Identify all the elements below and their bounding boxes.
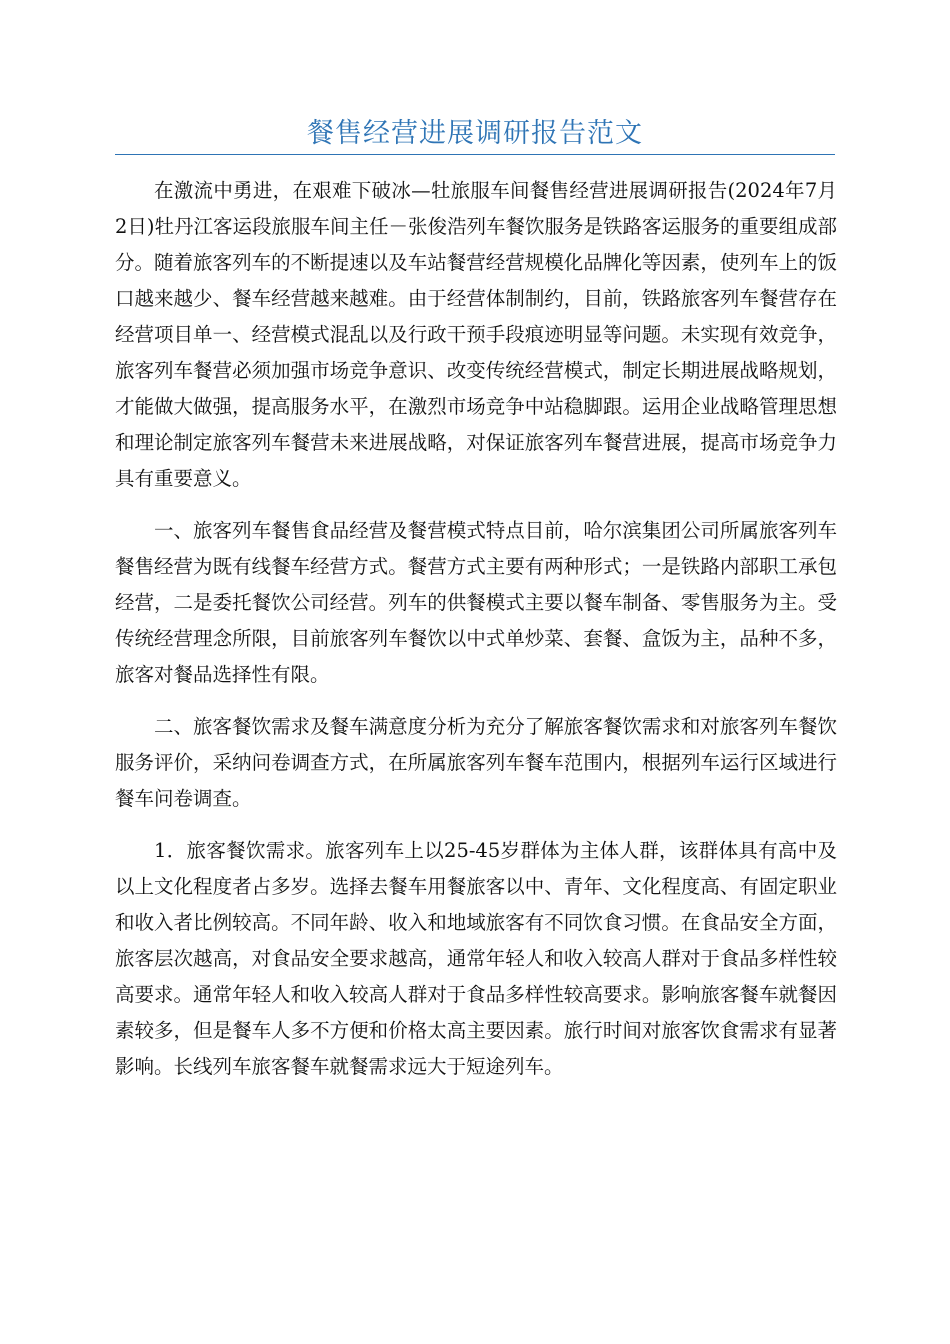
paragraph-section-1: 一、旅客列车餐售食品经营及餐营模式特点目前，哈尔滨集团公司所属旅客列车餐售经营为既有线餐车经营方式。餐营方式主要有两种形式；一是铁路内部职工承包经营，二是委托餐饮公司经营。列车的供餐模式主要以餐车制备、零售服务为主。受传统经营理念所限，目前旅客列车餐饮以中式单炒菜、套餐、盒饭为主，品种不多，旅客对餐品选择性有限。 [115, 519, 837, 686]
paragraph-section-2: 二、旅客餐饮需求及餐车满意度分析为充分了解旅客餐饮需求和对旅客列车餐饮服务评价，采纳问卷调查方式，在所属旅客列车餐车范围内，根据列车运行区域进行餐车问卷调查。 [115, 715, 837, 810]
title-underline [115, 154, 835, 155]
document-body [115, 173, 837, 1101]
document-title: 餐售经营进展调研报告范文 [307, 118, 643, 149]
paragraph-intro: 在激流中勇进，在艰难下破冰—牡旅服车间餐售经营进展调研报告(2024年7月2日)牡丹江客运段旅服车间主任－张俊浩列车餐饮服务是铁路客运服务的重要组成部分。随着旅客列车的不断提速以及车站餐营经营规模化品牌化等因素，使列车上的饭口越来越少、餐车经营越来越难。由于经营体制制约，目前，铁路旅客列车餐营存在经营项目单一、经营模式混乱以及行政干预手段痕迹明显等问题。未实现有效竞争，旅客列车餐营必须加强市场竞争意识、改变传统经营模式，制定长期进展战略规划，才能做大做强，提高服务水平，在激烈市场竞争中站稳脚跟。运用企业战略管理思想和理论制定旅客列车餐营未来进展战略，对保证旅客列车餐营进展，提高市场竞争力具有重要意义。 [115, 179, 838, 490]
paragraph-section-2-1: 1．旅客餐饮需求。旅客列车上以25-45岁群体为主体人群，该群体具有高中及以上文化程度者占多岁。选择去餐车用餐旅客以中、青年、文化程度高、有固定职业和收入者比例较高。不同年龄、收入和地域旅客有不同饮食习惯。在食品安全方面，旅客层次越高，对食品安全要求越高，通常年轻人和收入较高人群对于食品多样性较高要求。通常年轻人和收入较高人群对于食品多样性较高要求。影响旅客餐车就餐因素较多，但是餐车人多不方便和价格太高主要因素。旅行时间对旅客饮食需求有显著影响。长线列车旅客餐车就餐需求远大于短途列车。 [115, 839, 837, 1078]
